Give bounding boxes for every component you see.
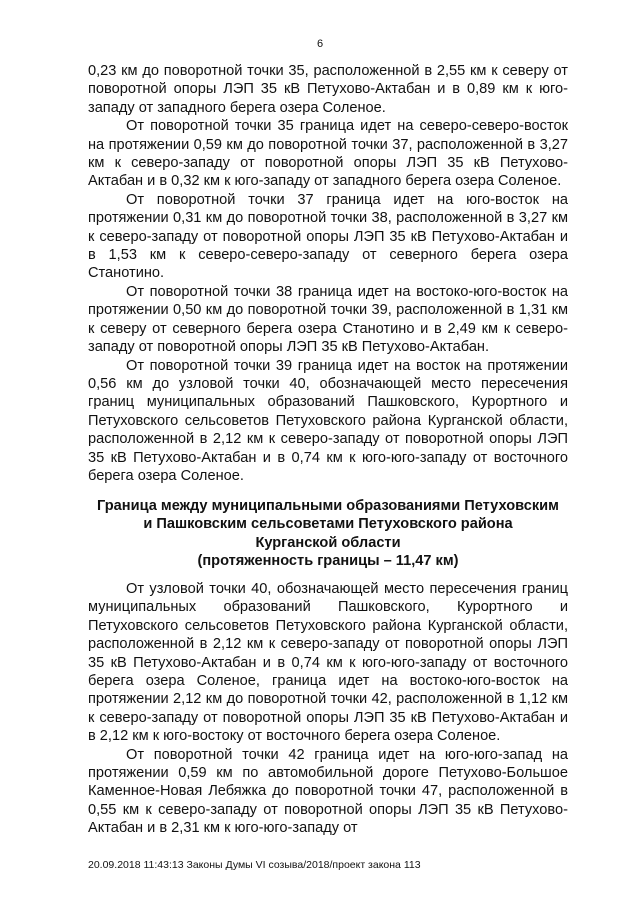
paragraph: От поворотной точки 37 граница идет на юго-восток на протяжении 0,31 км до поворотной точки 38, расположенной в 3,27 км к северо-западу от поворотной опоры ЛЭП 35 кВ Петухово-Актабан и в 1,53 км к северо-северо-западу от северного берега озера Станотино. [88, 191, 568, 282]
section-heading [80, 497, 576, 571]
footer-path: 20.09.2018 11:43:13 Законы Думы VI созыва/2018/проект закона 113 [88, 859, 421, 871]
heading-line: Курганской области [255, 534, 401, 551]
page-number: 6 [316, 38, 324, 50]
paragraph: От узловой точки 40, обозначающей место пересечения границ муниципальных образований Пашковского, Курортного и Петуховского сельсоветов Петуховского района Курганской области, расположенной в 2,12 км к северо-западу от поворотной опоры ЛЭП 35 кВ Петухово-Актабан и в 0,74 км к юго-юго-западу от восточного берега озера Соленое, граница идет на востоко-юго-восток на протяжении 2,12 км до поворотной точки 42, расположенной в 1,12 км к северо-западу от поворотной опоры ЛЭП 35 кВ Петухово-Актабан и в 2,12 км к юго-востоку от восточного берега озера Соленое. [88, 581, 568, 745]
paragraph: От поворотной точки 35 граница идет на северо-северо-восток на протяжении 0,59 км до поворотной точки 37, расположенной в 3,27 км к северо-западу от поворотной опоры ЛЭП 35 кВ Петухово-Актабан и в 0,32 км к юго-западу от западного берега озера Соленое. [88, 118, 568, 190]
paragraph: 0,23 км до поворотной точки 35, расположенной в 2,55 км к северу от поворотной опоры ЛЭП 35 кВ Петухово-Актабан и в 0,89 км к юго-западу от западного берега озера Соленое. [88, 63, 568, 116]
paragraph: От поворотной точки 42 граница идет на юго-юго-запад на протяжении 0,59 км по автомобильной дороге Петухово-Большое Каменное-Новая Лебяжка до поворотной точки 47, расположенной в 0,55 км к северо-западу от поворотной опоры ЛЭП 35 кВ Петухово-Актабан и в 2,31 км к юго-юго-западу от [88, 746, 568, 837]
body-text-bottom [88, 580, 568, 838]
heading-line: и Пашковским сельсоветами Петуховского района [143, 516, 513, 533]
paragraph: От поворотной точки 38 граница идет на востоко-юго-восток на протяжении 0,50 км до поворотной точки 39, расположенной в 1,31 км к северу от северного берега озера Станотино и в 2,49 км к северо-западу от поворотной опоры ЛЭП 35 кВ Петухово-Актабан. [88, 283, 568, 356]
paragraph: От поворотной точки 39 граница идет на восток на протяжении 0,56 км до узловой точки 40, обозначающей место пересечения границ муниципальных образований Пашковского, Курортного и Петуховского сельсоветов Петуховского района Курганской области, расположенной в 2,12 км к северо-западу от поворотной опоры ЛЭП 35 кВ Петухово-Актабан и в 0,74 км к юго-юго-западу от восточного берега озера Соленое. [88, 357, 568, 484]
body-text-top [88, 62, 568, 485]
heading-line: (протяженность границы – 11,47 км) [197, 553, 459, 570]
heading-line: Граница между муниципальными образованиями Петуховским [97, 498, 559, 514]
